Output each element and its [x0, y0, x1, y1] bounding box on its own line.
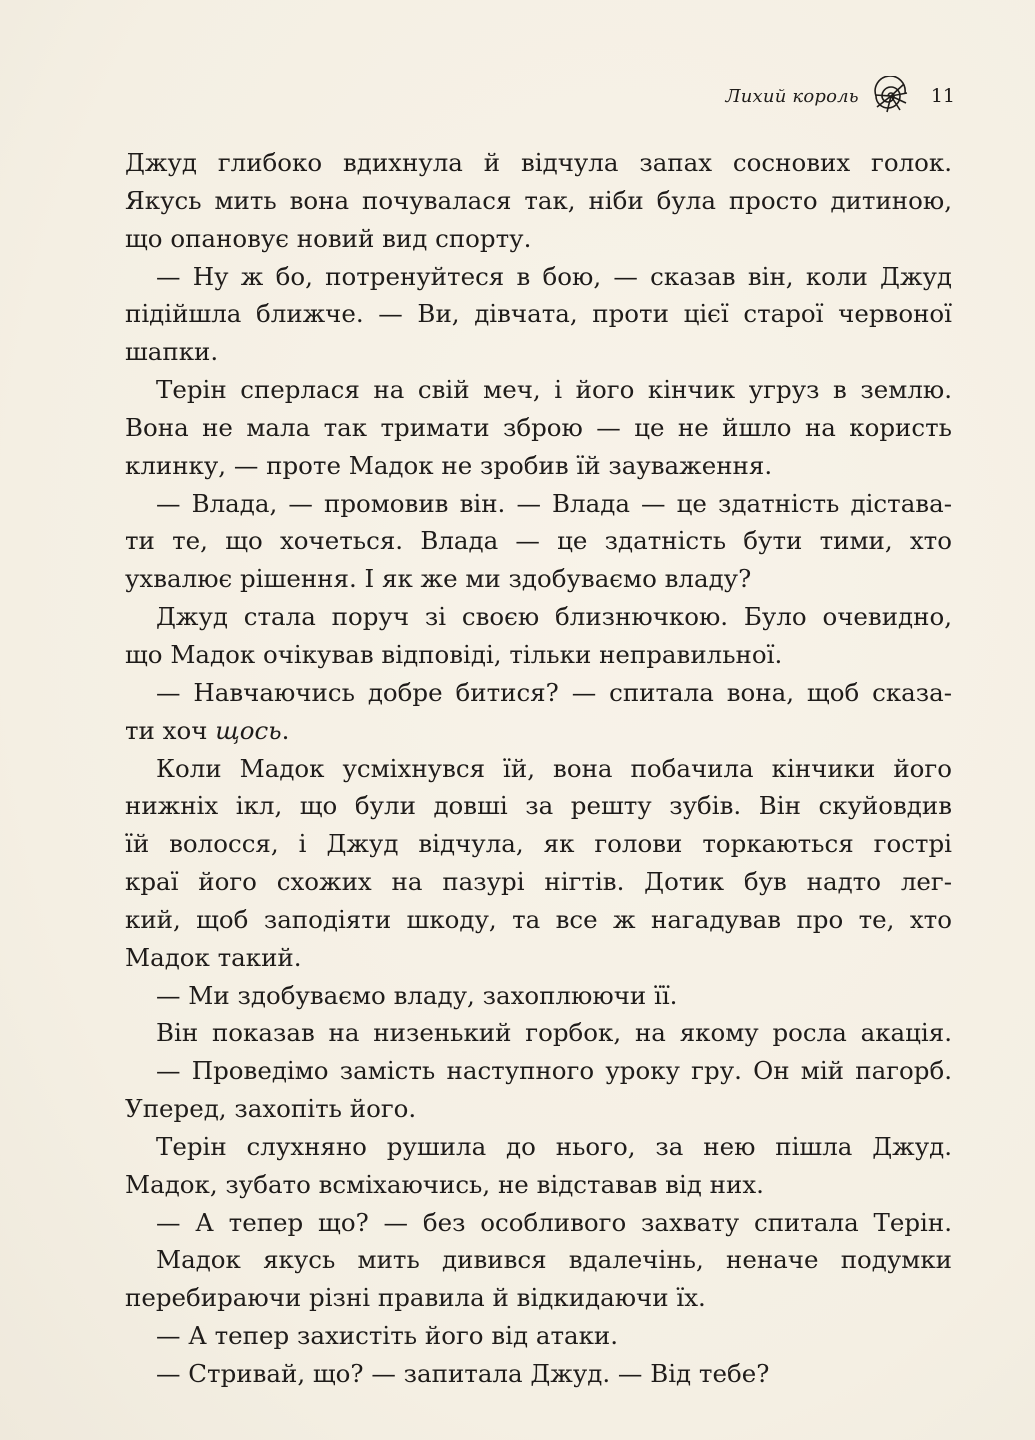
nautilus-shell-icon — [869, 76, 913, 116]
text-line — [125, 712, 952, 750]
text-line: Якусь мить вона почувалася так, ніби була просто дитиною, — [125, 185, 952, 215]
text-line: Коли Мадок усміхнувся їй, вона побачила кінчики його — [156, 753, 952, 783]
text-line: Мадок, зубато всміхаючись, не відставав від них. — [125, 1169, 764, 1199]
text-line: нижніх ікл, що були довші за решту зубів. Він скуйовдив — [125, 791, 952, 821]
text-line: ти те, що хочеться. Влада — це здатність бути тими, хто — [125, 526, 952, 556]
text-line: що опановує новий вид спорту. — [125, 223, 532, 253]
running-header — [726, 76, 955, 116]
text-line: Мадок такий. — [125, 942, 302, 972]
page-number: 11 — [930, 85, 955, 107]
text-line: Він показав на низенький горбок, на якому росла акація. — [156, 1018, 952, 1048]
text-line: — А тепер захистіть його від атаки. — [156, 1321, 619, 1351]
text-line: перебираючи різні правила й відкидаючи їх. — [125, 1283, 706, 1313]
text-line: — Ну ж бо, потренуйтеся в бою, — сказав він, коли Джуд — [156, 261, 952, 291]
text-line: що Мадок очікував відповіді, тільки неправильної. — [125, 639, 783, 669]
text-line: — Ми здобуваємо владу, захоплюючи її. — [156, 980, 678, 1010]
text-line: Мадок якусь мить дивився вдалечінь, неначе подумки — [156, 1245, 952, 1275]
text-line: — Стривай, що? — запитала Джуд. — Від тебе? — [156, 1359, 770, 1388]
text-line: — Проведімо замість наступного уроку гру. Он мій пагорб. — [156, 1056, 952, 1086]
text-line: кий, щоб заподіяти шкоду, та все ж нагадував про те, хто — [125, 904, 952, 934]
text-line: — А тепер що? — без особливого захвату спитала Терін. — [156, 1207, 952, 1237]
text-line: краї його схожих на пазурі нігтів. Дотик був надто лег- — [125, 867, 952, 897]
text-line: підійшла ближче. — Ви, дівчата, проти цієї старої червоної — [125, 299, 952, 329]
text-line-end: . — [281, 715, 290, 745]
emphasis-word: щось — [215, 715, 282, 745]
text-line: Уперед, захопіть його. — [125, 1094, 417, 1124]
text-line: Терін слухняно рушила до нього, за нею пішла Джуд. — [156, 1131, 952, 1161]
book-title: Лихий король — [725, 85, 859, 107]
text-line: Джуд стала поруч зі своєю близнючкою. Було очевидно, — [156, 602, 952, 632]
text-line: їй волосся, і Джуд відчула, як голови торкаються гострі — [125, 829, 952, 859]
text-line: ухвалює рішення. І як же ми здобуваємо владу? — [125, 564, 752, 594]
text-line-start: ти хоч — [125, 715, 216, 745]
text-line: Джуд глибоко вдихнула й відчула запах соснових голок. — [125, 148, 952, 177]
text-line: — Влада, — промовив він. — Влада — це здатність дістава- — [156, 488, 952, 518]
text-line: клинку, — проте Мадок не зробив їй зауваження. — [125, 450, 773, 480]
text-line: шапки. — [125, 337, 219, 367]
text-line: Вона не мала так тримати зброю — це не йшло на користь — [125, 412, 952, 442]
body-text — [125, 144, 952, 1393]
text-line: Терін сперлася на свій меч, і його кінчик угруз в землю. — [156, 375, 952, 405]
text-line: — Навчаючись добре битися? — спитала вона, щоб сказа- — [156, 677, 952, 707]
